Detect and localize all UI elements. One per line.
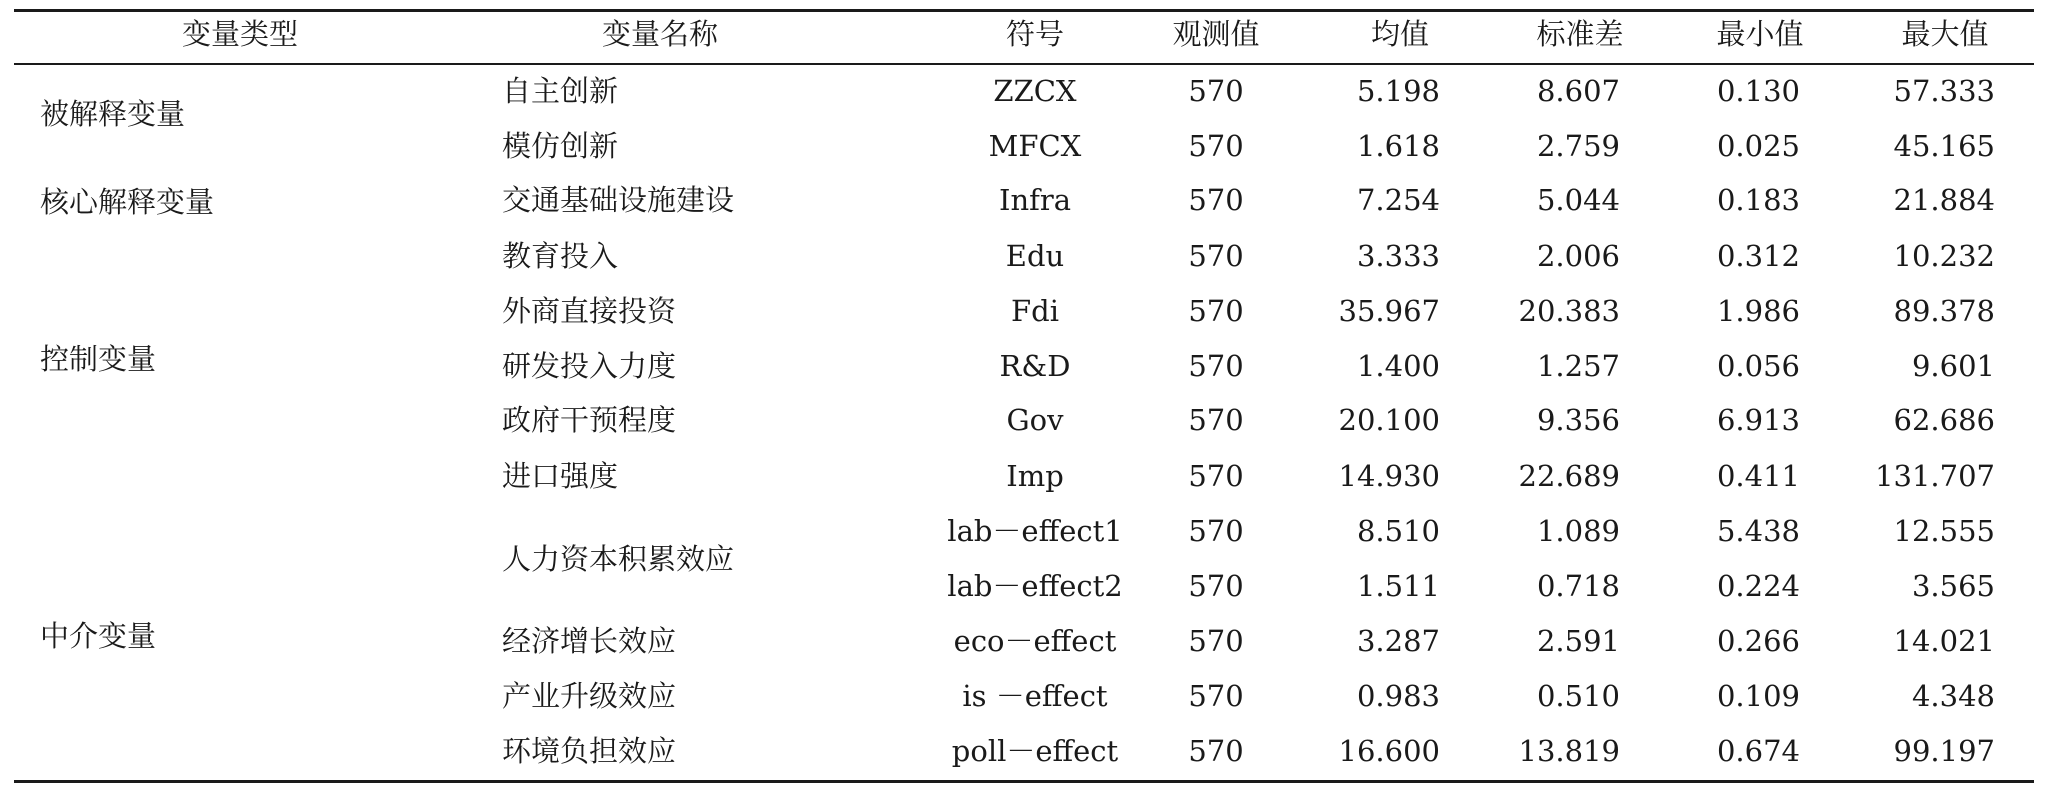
max-value: 99.197 <box>1893 734 1995 768</box>
variable-symbol: ZZCX <box>993 74 1077 108</box>
min-value: 0.056 <box>1716 349 1800 383</box>
variable-name: 环境负担效应 <box>502 734 677 768</box>
std-dev-value: 13.819 <box>1518 734 1620 768</box>
max-value: 89.378 <box>1893 294 1995 328</box>
header-min: 最小值 <box>1716 17 1804 51</box>
mean-value: 14.930 <box>1338 459 1440 493</box>
variable-symbol: eco－effect <box>953 624 1117 658</box>
observations: 570 <box>1188 129 1244 163</box>
max-value: 9.601 <box>1911 349 1995 383</box>
variable-name: 进口强度 <box>502 459 619 493</box>
min-value: 0.130 <box>1716 74 1800 108</box>
header-max: 最大值 <box>1901 17 1989 51</box>
std-dev-value: 2.591 <box>1536 624 1620 658</box>
min-value: 0.312 <box>1716 239 1800 273</box>
variable-name: 教育投入 <box>502 239 619 273</box>
min-value: 0.266 <box>1716 624 1800 658</box>
mean-value: 35.967 <box>1338 294 1440 328</box>
bottom-rule <box>14 780 2034 783</box>
mean-value: 16.600 <box>1338 734 1440 768</box>
std-dev-value: 9.356 <box>1536 403 1620 437</box>
header-n: 观测值 <box>1172 17 1260 51</box>
mean-value: 8.510 <box>1356 514 1440 548</box>
mean-value: 7.254 <box>1356 183 1440 217</box>
max-value: 10.232 <box>1893 239 1995 273</box>
observations: 570 <box>1188 349 1244 383</box>
variable-symbol: Fdi <box>1011 294 1059 328</box>
std-dev-value: 22.689 <box>1518 459 1620 493</box>
variable-symbol: R&D <box>999 349 1071 383</box>
observations: 570 <box>1188 294 1244 328</box>
std-dev-value: 2.759 <box>1536 129 1620 163</box>
observations: 570 <box>1188 679 1244 713</box>
variable-name: 研发投入力度 <box>502 349 677 383</box>
observations: 570 <box>1188 74 1244 108</box>
max-value: 12.555 <box>1893 514 1995 548</box>
std-dev-value: 1.089 <box>1536 514 1620 548</box>
header-symbol: 符号 <box>1005 17 1064 51</box>
mean-value: 5.198 <box>1356 74 1440 108</box>
header-sd: 标准差 <box>1536 17 1624 51</box>
variable-symbol: Imp <box>1006 459 1064 493</box>
max-value: 14.021 <box>1893 624 1995 658</box>
header-mean: 均值 <box>1370 17 1429 51</box>
variable-name: 人力资本积累效应 <box>502 542 735 576</box>
variable-name: 模仿创新 <box>502 129 619 163</box>
std-dev-value: 20.383 <box>1518 294 1620 328</box>
min-value: 0.411 <box>1716 459 1800 493</box>
min-value: 1.986 <box>1716 294 1800 328</box>
std-dev-value: 2.006 <box>1536 239 1620 273</box>
group-label-core: 核心解释变量 <box>40 185 215 219</box>
header-rule <box>14 63 2034 65</box>
variable-symbol: MFCX <box>988 129 1082 163</box>
min-value: 5.438 <box>1716 514 1800 548</box>
variable-symbol: lab－effect1 <box>947 514 1123 548</box>
mean-value: 20.100 <box>1338 403 1440 437</box>
observations: 570 <box>1188 403 1244 437</box>
observations: 570 <box>1188 624 1244 658</box>
min-value: 6.913 <box>1716 403 1800 437</box>
max-value: 57.333 <box>1893 74 1995 108</box>
observations: 570 <box>1188 569 1244 603</box>
variable-name: 自主创新 <box>502 74 619 108</box>
group-label-dependent: 被解释变量 <box>40 97 186 131</box>
min-value: 0.224 <box>1716 569 1800 603</box>
std-dev-value: 5.044 <box>1536 183 1620 217</box>
max-value: 62.686 <box>1893 403 1995 437</box>
max-value: 21.884 <box>1893 183 1995 217</box>
max-value: 45.165 <box>1893 129 1995 163</box>
mean-value: 1.400 <box>1356 349 1440 383</box>
group-label-control: 控制变量 <box>40 342 157 376</box>
std-dev-value: 8.607 <box>1536 74 1620 108</box>
variable-name: 经济增长效应 <box>502 624 677 658</box>
mean-value: 0.983 <box>1356 679 1440 713</box>
mean-value: 3.287 <box>1356 624 1440 658</box>
variable-name: 政府干预程度 <box>502 403 677 437</box>
variable-symbol: Edu <box>1005 239 1065 273</box>
variable-symbol: lab－effect2 <box>947 569 1123 603</box>
observations: 570 <box>1188 459 1244 493</box>
std-dev-value: 0.718 <box>1536 569 1620 603</box>
mean-value: 1.511 <box>1356 569 1440 603</box>
variable-name: 产业升级效应 <box>502 679 677 713</box>
top-rule <box>14 9 2034 12</box>
mean-value: 3.333 <box>1356 239 1440 273</box>
header-type: 变量类型 <box>181 17 298 51</box>
observations: 570 <box>1188 239 1244 273</box>
variable-symbol: Infra <box>998 183 1072 217</box>
min-value: 0.674 <box>1716 734 1800 768</box>
header-name: 变量名称 <box>601 17 718 51</box>
variable-symbol: Gov <box>1006 403 1064 437</box>
min-value: 0.109 <box>1716 679 1800 713</box>
variable-name: 交通基础设施建设 <box>502 183 735 217</box>
max-value: 4.348 <box>1911 679 1995 713</box>
variable-name: 外商直接投资 <box>502 294 677 328</box>
std-dev-value: 1.257 <box>1536 349 1620 383</box>
observations: 570 <box>1188 734 1244 768</box>
std-dev-value: 0.510 <box>1536 679 1620 713</box>
mean-value: 1.618 <box>1356 129 1440 163</box>
min-value: 0.025 <box>1716 129 1800 163</box>
group-label-mediator: 中介变量 <box>40 619 157 653</box>
max-value: 3.565 <box>1911 569 1995 603</box>
observations: 570 <box>1188 514 1244 548</box>
variable-symbol: poll－effect <box>951 734 1119 768</box>
max-value: 131.707 <box>1875 459 1995 493</box>
variable-symbol: is －effect <box>962 679 1108 713</box>
observations: 570 <box>1188 183 1244 217</box>
min-value: 0.183 <box>1716 183 1800 217</box>
